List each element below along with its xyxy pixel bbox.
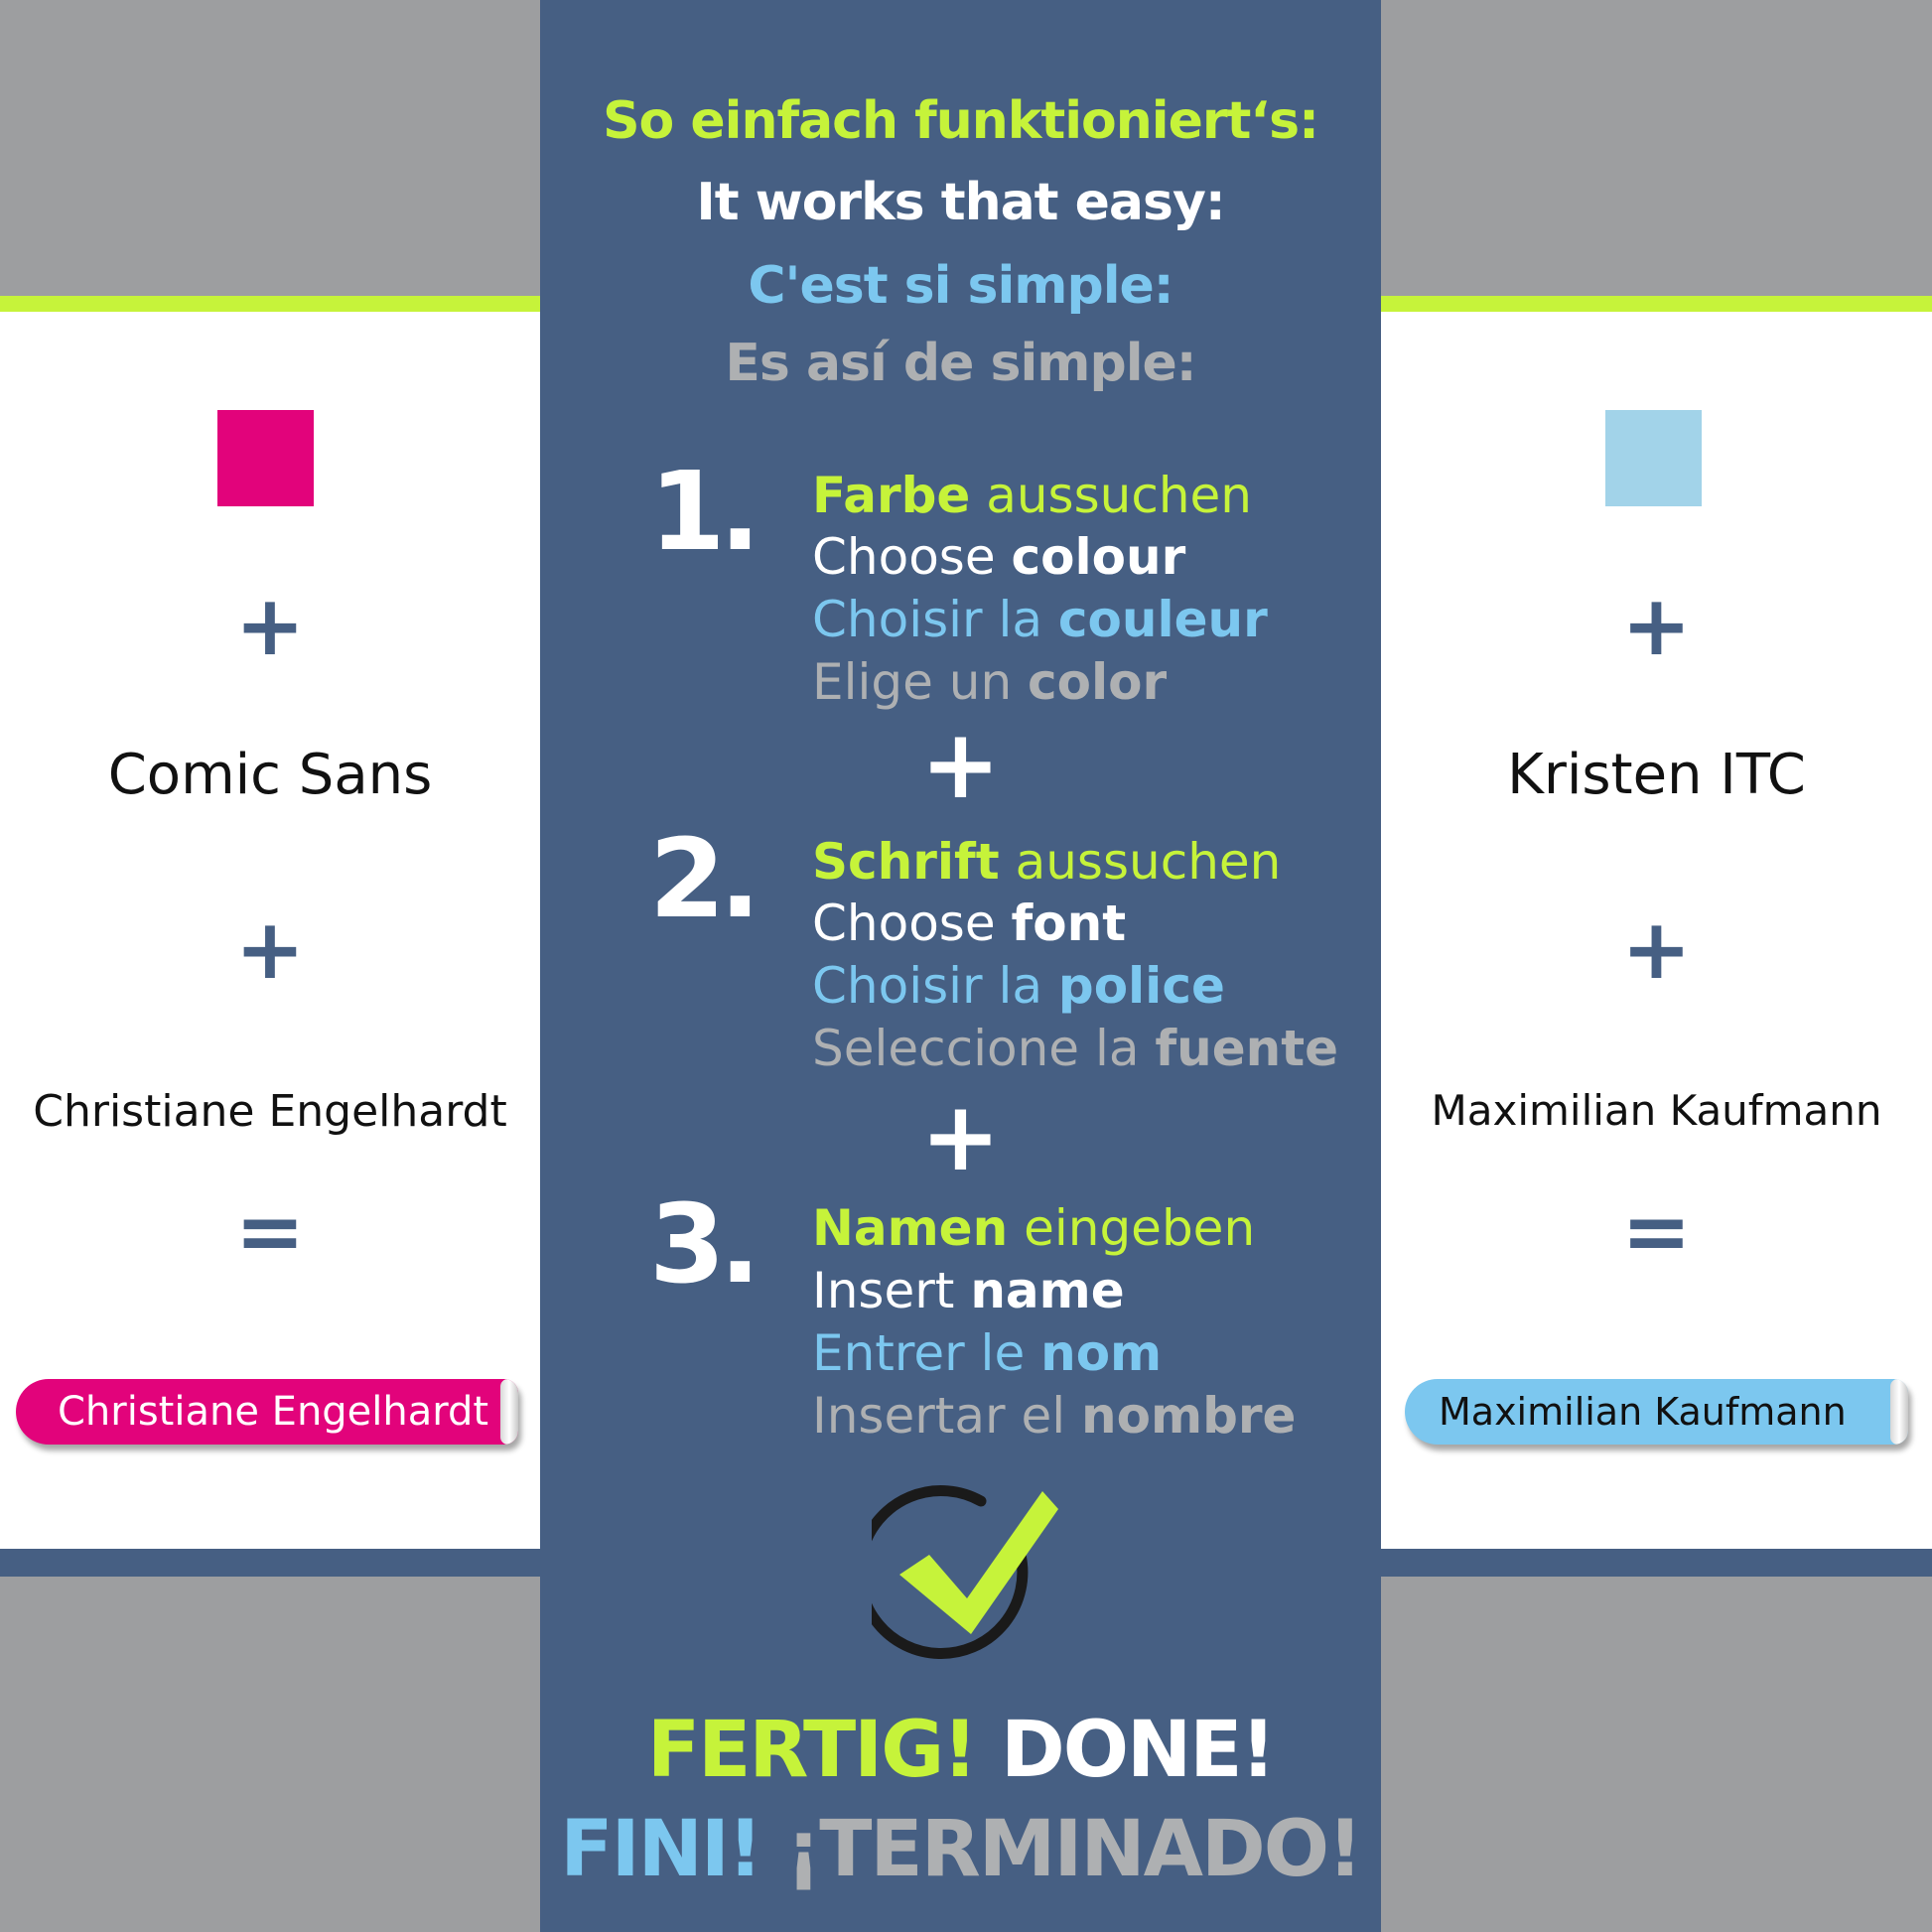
done-line-1 [540, 1706, 1381, 1795]
label-text: Maximilian Kaufmann [1439, 1390, 1847, 1434]
plus-symbol: + [234, 577, 306, 674]
plus-symbol: + [1621, 577, 1692, 674]
equals-symbol: = [1621, 1182, 1692, 1280]
step-3-line-english: Insert name [812, 1262, 1125, 1319]
title-english: It works that easy: [696, 173, 1225, 232]
color-swatch-pink [217, 410, 314, 506]
right-example [1381, 312, 1932, 1549]
done-line-2 [540, 1805, 1381, 1894]
step-1-line-spanish: Elige un color [812, 653, 1168, 711]
step-3-line-french: Entrer le nom [812, 1324, 1163, 1382]
label-edge [500, 1379, 518, 1445]
color-swatch-light-blue [1605, 410, 1702, 506]
step-2-line-french: Choisir la police [812, 957, 1225, 1015]
step-1-line-french: Choisir la couleur [812, 591, 1268, 648]
title-french: C'est si simple: [748, 256, 1173, 316]
plus-symbol: + [920, 709, 1001, 820]
label-text: Christiane Engelhardt [58, 1389, 489, 1435]
title-spanish: Es así de simple: [725, 334, 1196, 393]
title-german: So einfach funktioniert‘s: [603, 91, 1318, 151]
step-3-line-german: Namen eingeben [812, 1199, 1256, 1257]
step-2-line-spanish: Seleccione la fuente [812, 1020, 1339, 1077]
name-label-preview [16, 1379, 518, 1445]
font-name: Kristen ITC [1507, 743, 1806, 807]
plus-symbol: + [1621, 900, 1692, 998]
done-german: FERTIG! [646, 1706, 976, 1795]
done-english: DONE! [1000, 1706, 1275, 1795]
step-1-line-english: Choose colour [812, 528, 1186, 586]
left-example [0, 312, 540, 1549]
example-name: Maximilian Kaufmann [1431, 1086, 1882, 1135]
label-edge [1890, 1379, 1908, 1445]
instructions-panel [540, 0, 1381, 1932]
equals-symbol: = [234, 1182, 306, 1280]
name-label-preview [1405, 1379, 1908, 1445]
step-2-line-german: Schrift aussuchen [812, 833, 1282, 891]
step-number-2: 2. [649, 815, 756, 942]
step-number-1: 1. [649, 448, 756, 575]
check-circle-icon [872, 1483, 1060, 1672]
step-3-line-spanish: Insertar el nombre [812, 1387, 1297, 1445]
step-1-line-german: Farbe aussuchen [812, 467, 1252, 524]
step-number-3: 3. [649, 1180, 756, 1308]
font-name: Comic Sans [107, 743, 433, 807]
example-name: Christiane Engelhardt [33, 1086, 507, 1137]
done-spanish: ¡TERMINADO! [785, 1805, 1361, 1894]
done-french: FINI! [560, 1805, 761, 1894]
plus-symbol: + [920, 1081, 1001, 1192]
step-2-line-english: Choose font [812, 895, 1127, 952]
plus-symbol: + [234, 900, 306, 998]
